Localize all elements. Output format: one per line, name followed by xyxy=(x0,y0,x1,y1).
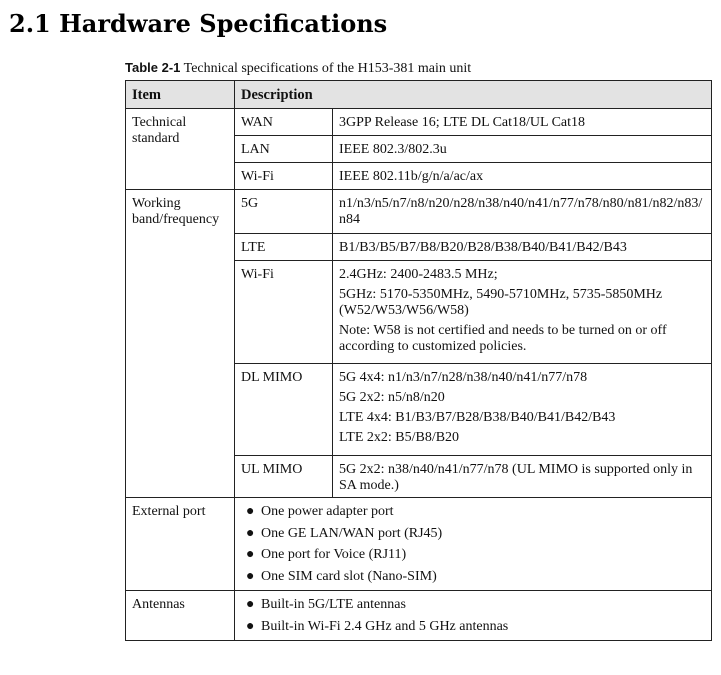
sub-item-wan: WAN xyxy=(235,109,333,136)
section-title xyxy=(9,6,387,42)
list-item: ● One SIM card slot (Nano-SIM) xyxy=(246,568,437,584)
list-item: ● One GE LAN/WAN port (RJ45) xyxy=(246,525,443,541)
sub-item-lan: LAN xyxy=(235,136,333,163)
bullet-icon: ● xyxy=(246,618,255,634)
item-technical-standard: Technical standard xyxy=(126,109,235,190)
value-dl-mimo xyxy=(333,364,712,456)
table-row xyxy=(126,498,712,591)
sub-item-wifi-band: Wi-Fi xyxy=(235,261,333,364)
antennas-list xyxy=(241,597,705,640)
section-heading: Hardware Specifications xyxy=(59,9,388,38)
table-row xyxy=(126,591,712,641)
wifi-band-note: Note: W58 is not certified and needs to be turned on or off according to customized policies. xyxy=(339,323,667,354)
dl-mimo-line: 5G 4x4: n1/n3/n7/n28/n38/n40/n41/n77/n78 xyxy=(339,370,588,385)
value-external-port xyxy=(235,498,712,591)
wifi-band-line: 2.4GHz: 2400-2483.5 MHz; xyxy=(339,267,498,282)
external-port-list xyxy=(241,504,705,590)
section-number: 2.1 xyxy=(9,9,51,38)
sub-item-dl-mimo: DL MIMO xyxy=(235,364,333,456)
header-item: Item xyxy=(126,81,235,109)
caption-label: Table 2-1 xyxy=(125,60,181,75)
bullet-icon: ● xyxy=(246,504,255,519)
value-antennas xyxy=(235,591,712,641)
spec-table xyxy=(125,80,712,641)
table-row xyxy=(126,190,712,234)
value-lte: B1/B3/B5/B7/B8/B20/B28/B38/B40/B41/B42/B43 xyxy=(333,234,712,261)
list-item: ● Built-in 5G/LTE antennas xyxy=(246,597,406,612)
bullet-icon: ● xyxy=(246,597,255,612)
value-ul-mimo: 5G 2x2: n38/n40/n41/n77/n78 (UL MIMO is supported only in SA mode.) xyxy=(333,456,712,498)
list-item: ● One power adapter port xyxy=(246,504,394,519)
dl-mimo-line: LTE 4x4: B1/B3/B7/B28/B38/B40/B41/B42/B43 xyxy=(339,410,616,425)
dl-mimo-line: LTE 2x2: B5/B8/B20 xyxy=(339,430,460,445)
dl-mimo-line: 5G 2x2: n5/n8/n20 xyxy=(339,390,445,405)
item-external-port: External port xyxy=(126,498,235,591)
item-working-band: Working band/frequency xyxy=(126,190,235,498)
sub-item-ul-mimo: UL MIMO xyxy=(235,456,333,498)
wifi-band-line: 5GHz: 5170-5350MHz, 5490-5710MHz, 5735-5850MHz (W52/W53/W56/W58) xyxy=(339,287,663,318)
value-wifi: IEEE 802.11b/g/n/a/ac/ax xyxy=(333,163,712,190)
bullet-icon: ● xyxy=(246,525,255,541)
value-5g: n1/n3/n5/n7/n8/n20/n28/n38/n40/n41/n77/n78/n80/n81/n82/n83/n84 xyxy=(333,190,712,234)
bullet-icon: ● xyxy=(246,547,255,562)
caption-text: Technical specifications of the H153-381 main unit xyxy=(183,61,472,76)
table-row xyxy=(126,109,712,136)
list-item: ● One port for Voice (RJ11) xyxy=(246,547,407,562)
bullet-icon: ● xyxy=(246,568,255,584)
sub-item-5g: 5G xyxy=(235,190,333,234)
sub-item-wifi: Wi-Fi xyxy=(235,163,333,190)
value-wan: 3GPP Release 16; LTE DL Cat18/UL Cat18 xyxy=(333,109,712,136)
header-description: Description xyxy=(235,81,712,109)
value-lan: IEEE 802.3/802.3u xyxy=(333,136,712,163)
value-wifi-band xyxy=(333,261,712,364)
sub-item-lte: LTE xyxy=(235,234,333,261)
table-header-row xyxy=(126,81,712,109)
table-caption xyxy=(125,59,471,78)
item-antennas: Antennas xyxy=(126,591,235,641)
list-item: ● Built-in Wi-Fi 2.4 GHz and 5 GHz antennas xyxy=(246,618,509,634)
